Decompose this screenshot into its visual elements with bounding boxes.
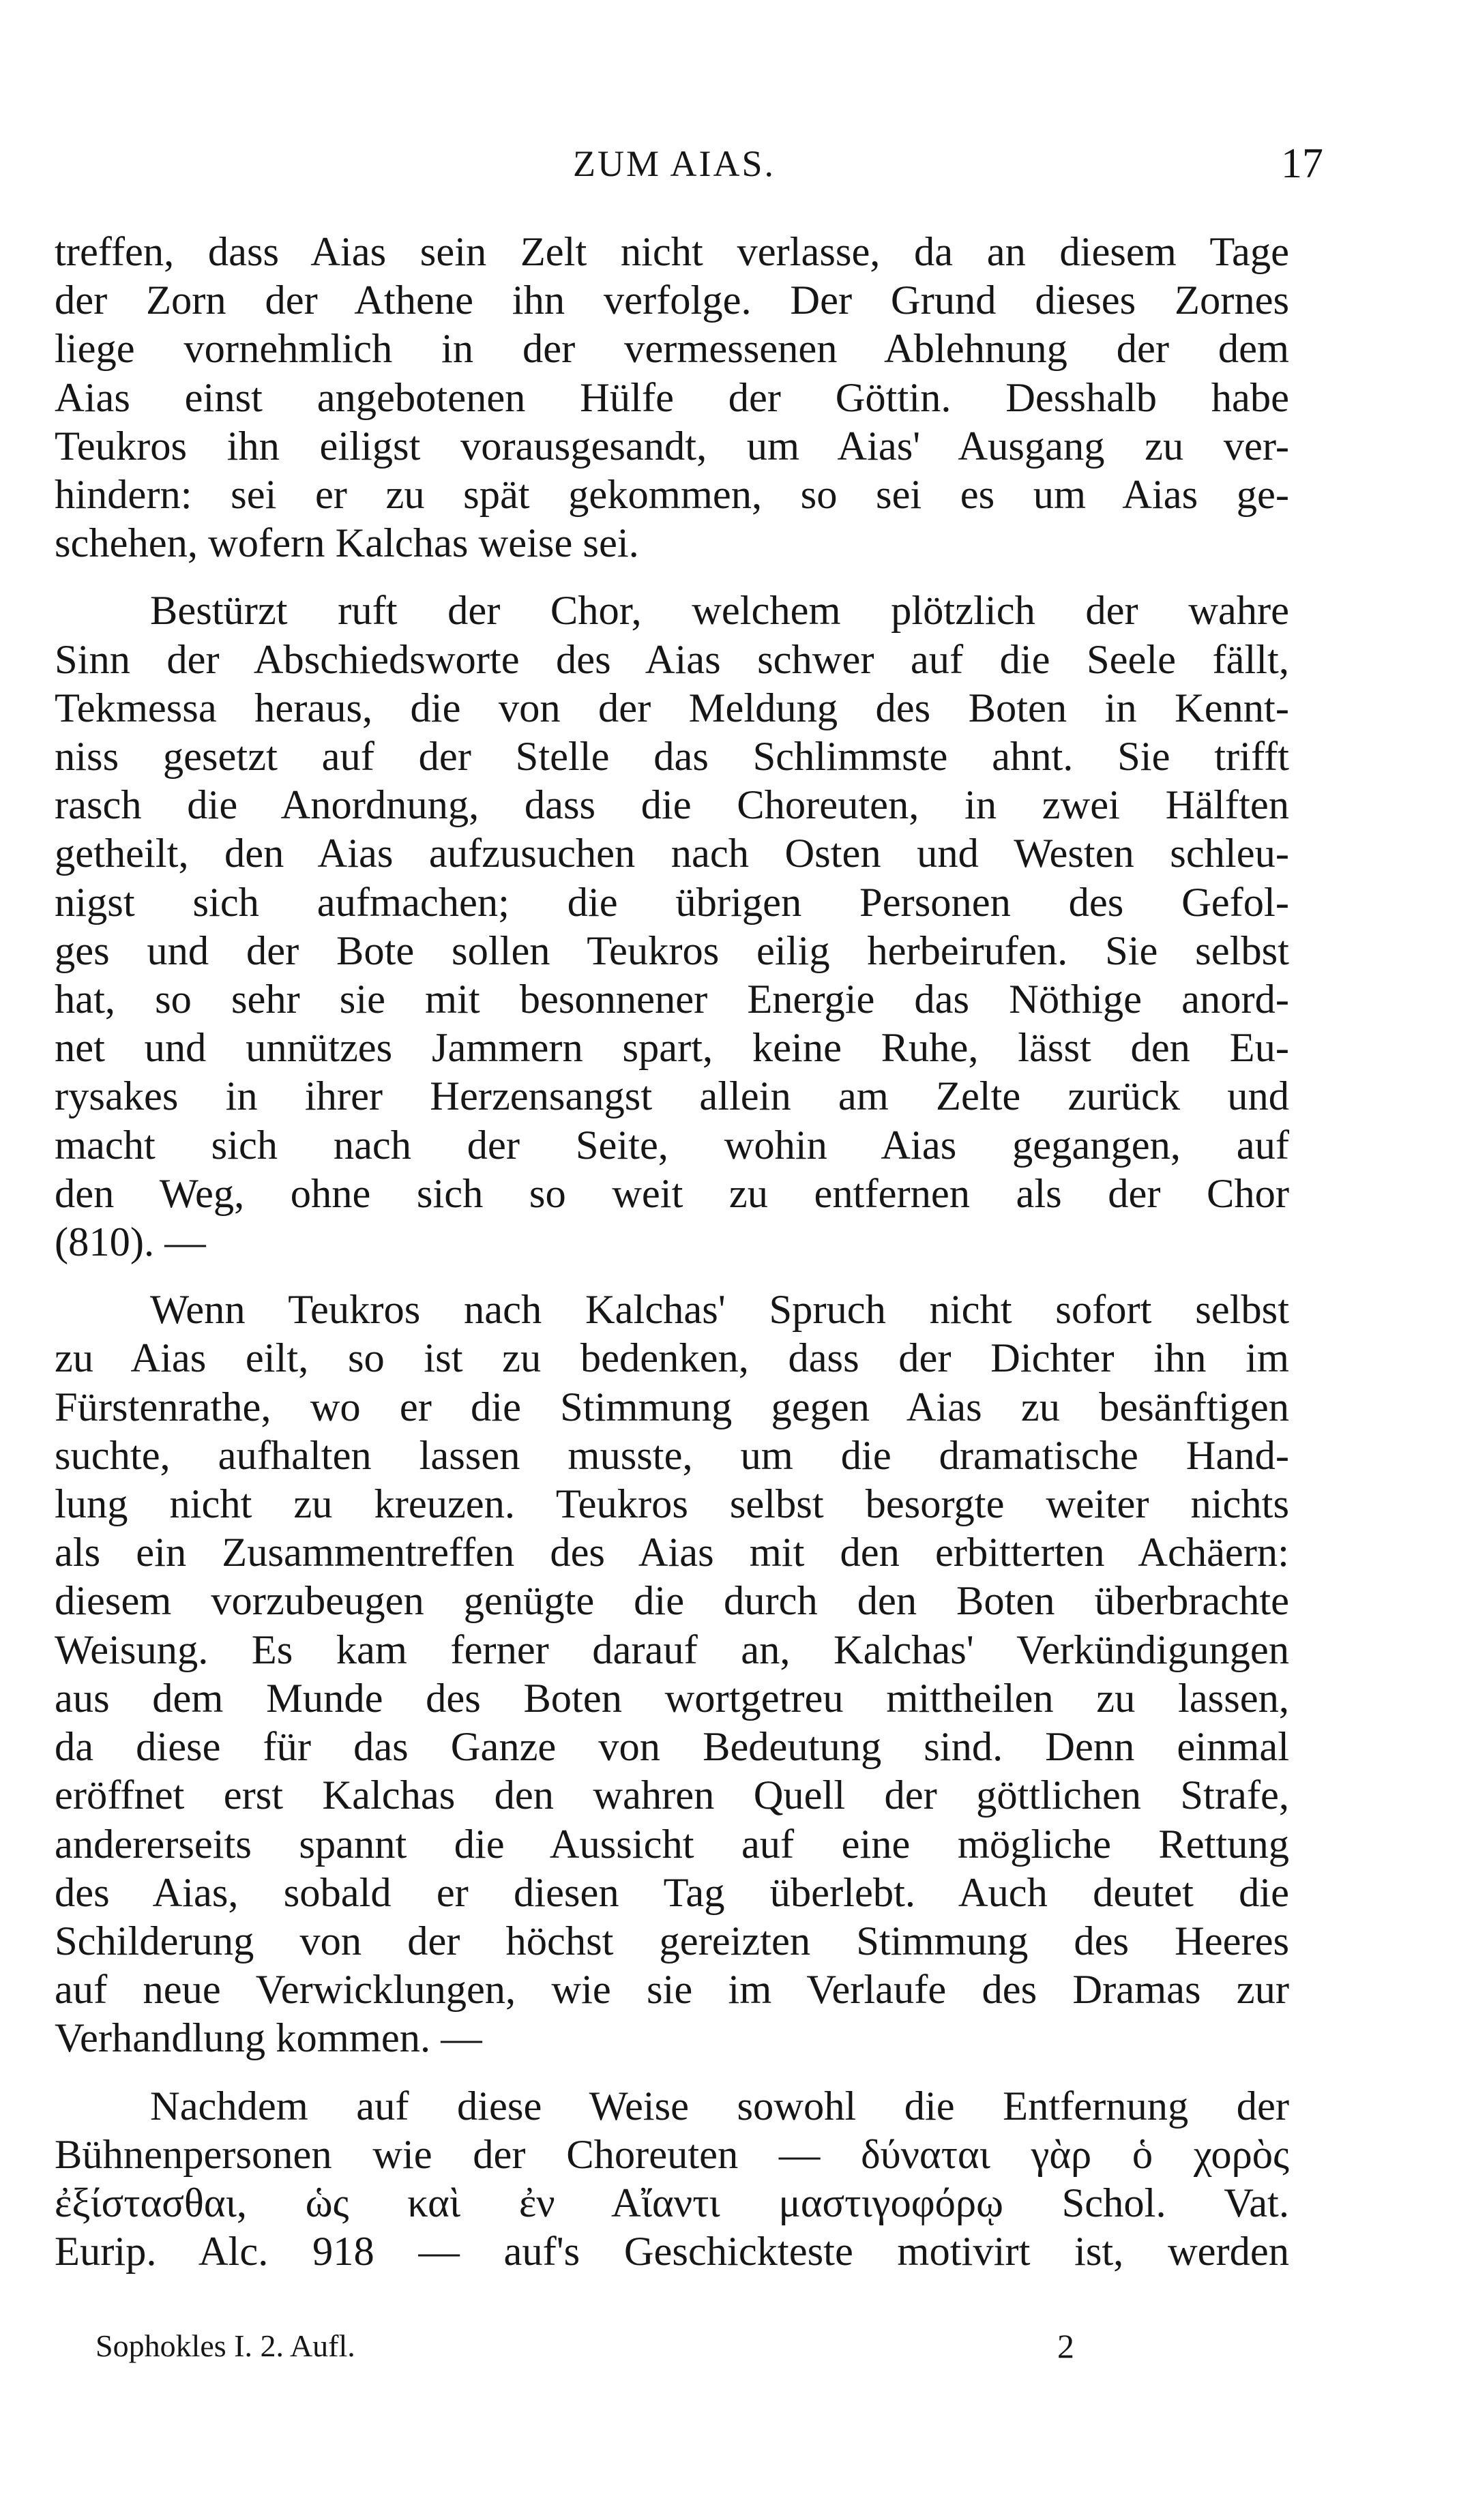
text-line: Bühnenpersonen wie der Choreuten — δύναται γὰρ ὁ χορὸς [55,2131,1289,2178]
text-line: Aias einst angebotenen Hülfe der Göttin. Desshalb habe [55,374,1289,421]
text-line: lung nicht zu kreuzen. Teukros selbst besorgte weiter nichts [55,1481,1289,1528]
text-line: rysakes in ihrer Herzensangst allein am Zelte zurück und [55,1073,1289,1120]
text-line: als ein Zusammentreffen des Aias mit den erbitterten Achäern: [55,1530,1289,1576]
text-line: Verhandlung kommen. — [55,2015,482,2062]
text-line: Bestürzt ruft der Chor, welchem plötzlich der wahre [150,588,1289,634]
text-line: Fürstenrathe, wo er die Stimmung gegen Aias zu besänftigen [55,1384,1289,1430]
text-line: andererseits spannt die Aussicht auf eine mögliche Rettung [55,1821,1289,1867]
text-line: rasch die Anordnung, dass die Choreuten, in zwei Hälften [55,782,1289,829]
text-line: ges und der Bote sollen Teukros eilig herbeirufen. Sie selbst [55,928,1289,974]
text-line: Nachdem auf diese Weise sowohl die Entfernung der [150,2083,1289,2129]
text-line: Eurip. Alc. 918 — auf's Geschickteste motivirt ist, werden [55,2229,1289,2275]
text-line: suchte, aufhalten lassen musste, um die dramatische Hand- [55,1432,1289,1479]
text-line: der Zorn der Athene ihn verfolge. Der Grund dieses Zornes [55,278,1289,324]
text-line: diesem vorzubeugen genügte die durch den Boten überbrachte [55,1578,1289,1625]
text-line: hat, so sehr sie mit besonnener Energie das Nöthige anord- [55,977,1289,1023]
text-line: Wenn Teukros nach Kalchas' Spruch nicht sofort selbst [150,1287,1289,1333]
page-number: 17 [1281,140,1323,187]
text-line: den Weg, ohne sich so weit zu entfernen als der Chor [55,1170,1289,1217]
text-line: treffen, dass Aias sein Zelt nicht verlasse, da an diesem Tage [55,229,1289,275]
printer-signature: Sophokles I. 2. Aufl. [95,2328,355,2363]
text-line: schehen, wofern Kalchas weise sei. [55,520,639,567]
text-line: niss gesetzt auf der Stelle das Schlimmste ahnt. Sie trifft [55,734,1289,780]
text-line: hindern: sei er zu spät gekommen, so sei es um Aias ge- [55,472,1289,518]
text-line: da diese für das Ganze von Bedeutung sind. Denn einmal [55,1724,1289,1770]
text-line: getheilt, den Aias aufzusuchen nach Osten und Westen schleu- [55,831,1289,877]
text-line: eröffnet erst Kalchas den wahren Quell der göttlichen Strafe, [55,1773,1289,1819]
text-line: Teukros ihn eiligst vorausgesandt, um Aias' Ausgang zu ver- [55,423,1289,469]
text-line: nigst sich aufmachen; die übrigen Personen des Gefol- [55,879,1289,925]
paragraph-1 [55,228,1289,567]
text-line: net und unnützes Jammern spart, keine Ruhe, lässt den Eu- [55,1025,1289,1071]
text-line: Tekmessa heraus, die von der Meldung des Boten in Kennt- [55,685,1289,731]
text-line: aus dem Munde des Boten wortgetreu mittheilen zu lassen, [55,1675,1289,1721]
body-text [55,228,1289,2276]
text-line: ἐξίστασθαι, ὡς καὶ ἐν Αἴαντι μαστιγοφόρῳ Schol. Vat. [55,2180,1289,2226]
paragraph-4 [55,2082,1289,2277]
signature-mark: 2 [1057,2327,1074,2365]
page-footer [95,2326,1255,2367]
text-line: (810). — [55,1219,206,1266]
text-line: zu Aias eilt, so ist zu bedenken, dass der Dichter ihn im [55,1335,1289,1382]
text-line: macht sich nach der Seite, wohin Aias gegangen, auf [55,1122,1289,1168]
text-line: Schilderung von der höchst gereizten Stimmung des Heeres [55,1918,1289,1964]
text-line: auf neue Verwicklungen, wie sie im Verlaufe des Dramas zur [55,1967,1289,2013]
text-line: Sinn der Abschiedsworte des Aias schwer auf die Seele fällt, [55,636,1289,683]
text-line: Weisung. Es kam ferner darauf an, Kalchas' Verkündigungen [55,1627,1289,1673]
text-line: des Aias, sobald er diesen Tag überlebt. Auch deutet die [55,1869,1289,1916]
paragraph-3 [55,1286,1289,2062]
text-line: liege vornehmlich in der vermessenen Ablehnung der dem [55,326,1289,372]
paragraph-2 [55,587,1289,1266]
running-head [55,136,1323,191]
running-head-title: ZUM AIAS. [573,143,776,184]
